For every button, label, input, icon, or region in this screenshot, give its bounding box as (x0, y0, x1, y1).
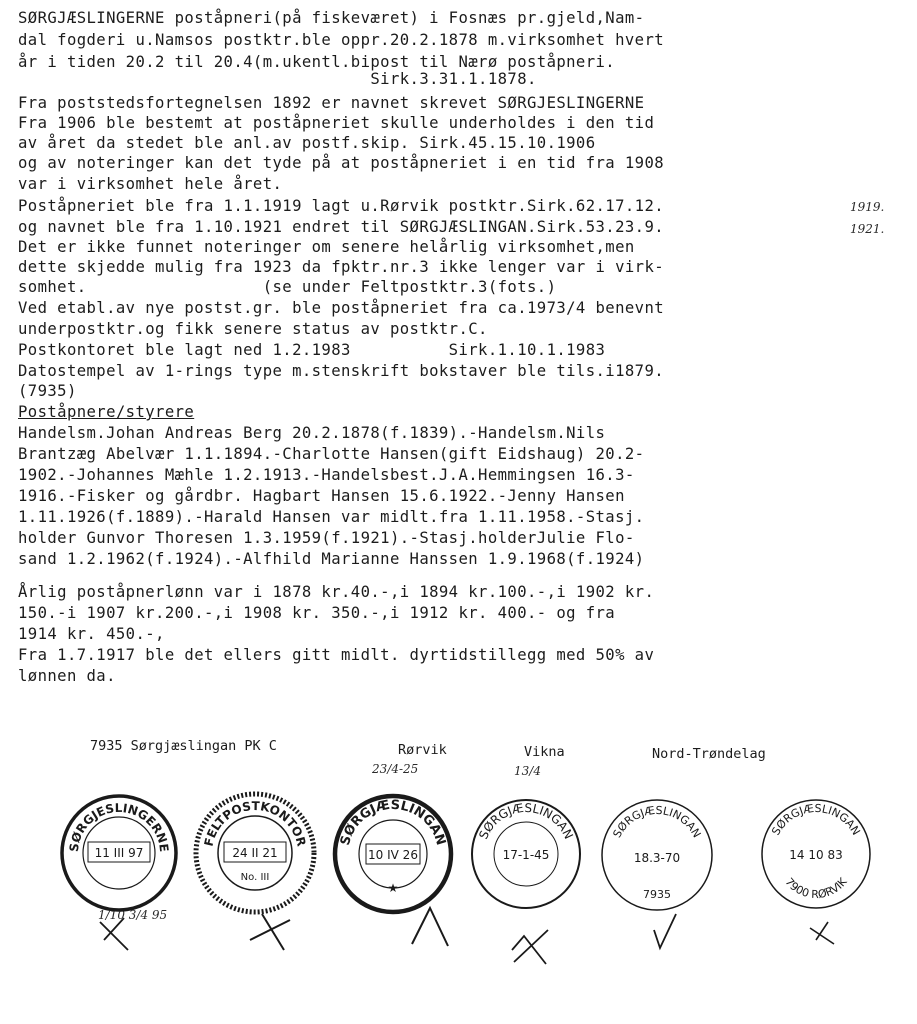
handwritten-year-note: 1921. (850, 222, 885, 236)
handwritten-year-note: 1919. (850, 200, 885, 214)
text-line: og navnet ble fra 1.10.1921 endret til SØRGJÆSLINGAN.Sirk.53.23.9. (18, 218, 665, 236)
postmark-stamp-4 (468, 796, 584, 912)
handwritten-stamp-note: 1/10 3/4 95 (98, 908, 168, 922)
text-line: somhet. (se under Feltpostktr.3(fots.) (18, 278, 557, 296)
text-line: Postkontoret ble lagt ned 1.2.1983 Sirk.1.10.1.1983 (18, 341, 606, 359)
text-line: Fra poststedsfortegnelsen 1892 er navnet skrevet SØRGJESLINGERNE (18, 94, 645, 112)
text-line: var i virksomhet hele året. (18, 175, 283, 193)
text-line: lønnen da. (18, 667, 116, 685)
handwritten-date-note: 23/4-25 (372, 762, 419, 776)
postmark-stamp-2 (192, 790, 318, 916)
stamp-ring-text: FELTPOSTKONTOR (201, 798, 309, 848)
section-heading: Poståpnere/styrere (18, 403, 195, 421)
text-line: Brantzæg Abelvær 1.1.1894.-Charlotte Hansen(gift Eidshaug) 20.2- (18, 445, 645, 463)
text-line: (7935) (18, 382, 77, 400)
postmark-stamp-5 (598, 796, 716, 914)
text-line: 1914 kr. 450.-, (18, 625, 165, 643)
cross-mark-icon (250, 914, 290, 950)
text-line: Det er ikke funnet noteringer om senere helårlig virksomhet,men (18, 238, 635, 256)
cross-mark-icon (810, 922, 834, 944)
stamp-date: 24 II 21 (232, 846, 278, 860)
text-line: av året da stedet ble anl.av postf.skip. Sirk.45.15.10.1906 (18, 134, 596, 152)
text-line: Datostempel av 1-rings type m.stenskrift bokstaver ble tils.i1879. (18, 362, 665, 380)
stamp-caption-rorvik: Rørvik (398, 742, 447, 758)
stamp-caption-office: 7935 Sørgjæslingan PK C (90, 738, 277, 754)
text-line: år i tiden 20.2 til 20.4(m.ukentl.bipost til Nærø poståpneri. (18, 53, 616, 71)
stamp-date: 18.3-70 (633, 851, 681, 865)
postmark-stamp-3 (330, 792, 456, 916)
stamp-date: 14 10 83 (789, 848, 843, 862)
text-line: Poståpneriet ble fra 1.1.1919 lagt u.Rørvik postktr.Sirk.62.17.12. (18, 197, 665, 215)
stamp-ring-text: SØRGJÆSLINGAN (610, 803, 704, 840)
postmark-stamp-6 (758, 796, 874, 912)
text-line: holder Gunvor Thoresen 1.3.1959(f.1921).-Stasj.holderJulie Flo- (18, 529, 635, 547)
text-line: 150.-i 1907 kr.200.-,i 1908 kr. 350.-,i 1912 kr. 400.- og fra (18, 604, 616, 622)
stamp-ring-text: SØRGJÆSLINGAN (476, 800, 576, 842)
text-line: Fra 1.7.1917 ble det ellers gitt midlt. dyrtidstillegg med 50% av (18, 646, 655, 664)
stamp-bottom-text: No. III (240, 872, 270, 883)
cross-mark-icon (100, 918, 128, 950)
text-line: 1902.-Johannes Mæhle 1.2.1913.-Handelsbest.J.A.Hemmingsen 16.3- (18, 466, 635, 484)
text-line: Handelsm.Johan Andreas Berg 20.2.1878(f.1839).-Handelsm.Nils (18, 424, 606, 442)
stamp-bottom-text: 7935 (643, 888, 671, 901)
cross-mark-icon (412, 908, 448, 946)
text-line: sand 1.2.1962(f.1924).-Alfhild Marianne Hanssen 1.9.1968(f.1924) (18, 550, 645, 568)
text-line: 1.11.1926(f.1889).-Harald Hansen var midlt.fra 1.11.1958.-Stasj. (18, 508, 645, 526)
text-line: Sirk.3.31.1.1878. (18, 70, 537, 88)
stamp-bottom-text: 7900 RØRVIK (782, 875, 850, 902)
check-mark-icon (654, 914, 676, 948)
stamp-ring-text: SØRGJÆSLINGAN (769, 801, 863, 838)
stamp-date: 11 III 97 (94, 846, 144, 860)
stamp-ring-text: SØRGJESLINGERNE (66, 800, 172, 853)
text-line: Ved etabl.av nye postst.gr. ble poståpneriet fra ca.1973/4 benevnt (18, 299, 665, 317)
star-icon: ★ (387, 881, 399, 895)
stamp-date: 17-1-45 (502, 848, 550, 862)
handwritten-marks (0, 900, 917, 980)
stamp-ring-text: SØRGJÆSLINGAN (337, 797, 449, 848)
text-line: dal fogderi u.Namsos postktr.ble oppr.20.2.1878 m.virksomhet hvert (18, 31, 665, 49)
stamp-date: 10 IV 26 (368, 848, 418, 862)
text-line: og av noteringer kan det tyde på at poståpneriet i en tid fra 1908 (18, 154, 665, 172)
text-line: dette skjedde mulig fra 1923 da fpktr.nr.3 ikke lenger var i virk- (18, 258, 665, 276)
text-line: Årlig poståpnerlønn var i 1878 kr.40.-,i 1894 kr.100.-,i 1902 kr. (18, 583, 655, 601)
text-line: underpostktr.og fikk senere status av postktr.C. (18, 320, 488, 338)
handwritten-date-note: 13/4 (514, 764, 541, 778)
text-line: 1916.-Fisker og gårdbr. Hagbart Hansen 15.6.1922.-Jenny Hansen (18, 487, 625, 505)
cross-mark-icon (512, 930, 548, 964)
text-line: Fra 1906 ble bestemt at poståpneriet skulle underholdes i den tid (18, 114, 655, 132)
stamp-caption-region: Nord-Trøndelag (652, 746, 766, 762)
stamp-caption-vikna: Vikna (524, 744, 565, 760)
text-line: SØRGJÆSLINGERNE poståpneri(på fiskeværet) i Fosnæs pr.gjeld,Nam- (18, 9, 645, 27)
postmark-stamp-1 (58, 792, 180, 914)
